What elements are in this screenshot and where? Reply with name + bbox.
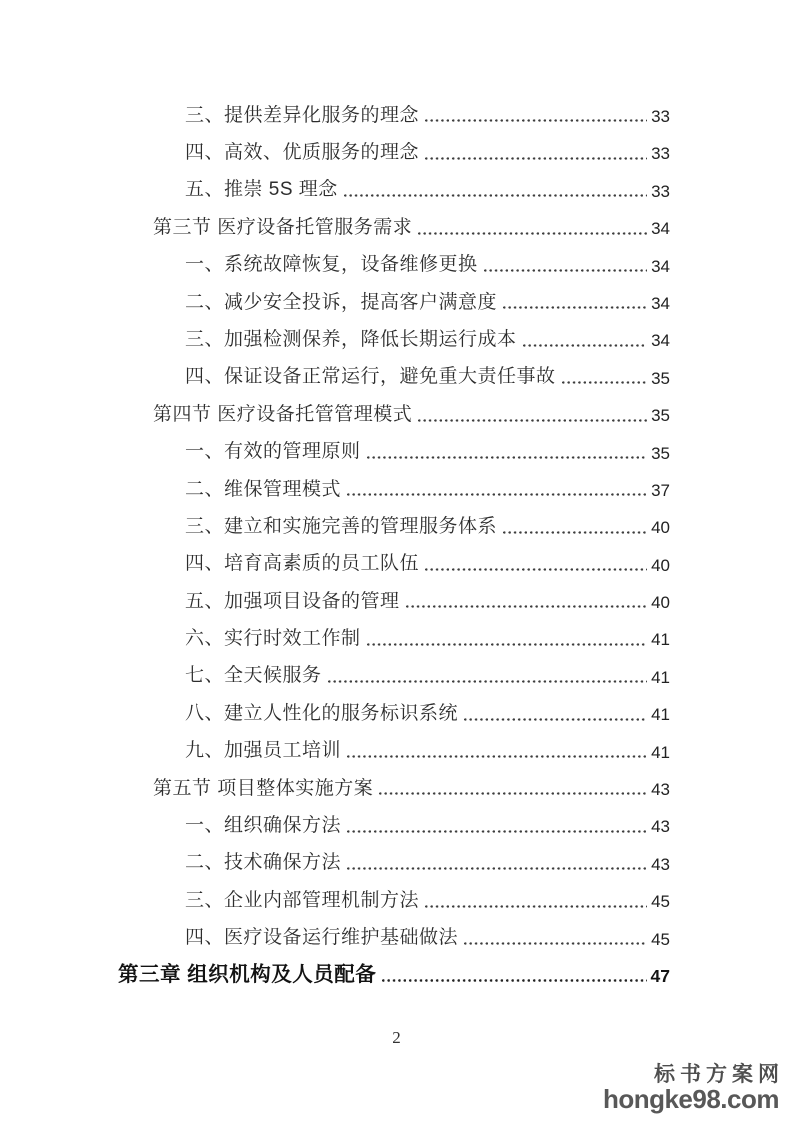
toc-leader-dots [418, 232, 647, 235]
toc-entry-page: 45 [651, 929, 670, 949]
toc-entry-page: 35 [651, 406, 670, 426]
toc-leader-dots [382, 979, 646, 982]
toc-entry-page: 40 [651, 518, 670, 538]
toc-entry-label: 二、减少安全投诉，提高客户满意度 [185, 291, 498, 313]
toc-entry-page: 40 [651, 593, 670, 613]
toc-leader-dots [347, 755, 647, 758]
toc-entry-page: 40 [651, 555, 670, 575]
toc-entry[interactable] [118, 507, 670, 544]
toc-leader-dots [484, 269, 648, 272]
toc-leader-dots [347, 867, 647, 870]
toc-leader-dots [425, 119, 647, 122]
toc-leader-dots [425, 157, 647, 160]
toc-entry[interactable] [118, 956, 670, 993]
toc-entry-page: 35 [651, 368, 670, 388]
toc-entry[interactable] [118, 470, 670, 507]
toc-entry[interactable] [118, 208, 670, 245]
toc-entry-label: 四、医疗设备运行维护基础做法 [185, 927, 459, 949]
toc-entry-label: 一、系统故障恢复，设备维修更换 [185, 254, 478, 276]
toc-entry-label: 八、建立人性化的服务标识系统 [185, 702, 459, 724]
toc-entry[interactable] [118, 806, 670, 843]
toc-entry-label: 一、有效的管理原则 [185, 441, 361, 463]
toc-leader-dots [367, 643, 648, 646]
toc-leader-dots [379, 792, 647, 795]
toc-entry-page: 33 [651, 107, 670, 126]
toc-entry[interactable] [118, 919, 670, 956]
toc-leader-dots [464, 942, 647, 945]
toc-entry[interactable] [118, 657, 670, 694]
toc-leader-dots [328, 680, 648, 683]
table-of-contents [0, 96, 793, 993]
toc-entry[interactable] [118, 619, 670, 656]
toc-leader-dots [347, 830, 647, 833]
toc-entry-label: 一、组织确保方法 [185, 815, 342, 837]
toc-entry[interactable] [118, 844, 670, 881]
toc-entry[interactable] [118, 694, 670, 731]
toc-entry-page: 33 [651, 181, 670, 201]
toc-entry[interactable] [118, 433, 670, 470]
toc-entry-page: 34 [651, 293, 670, 313]
toc-entry-page: 45 [651, 892, 670, 912]
toc-entry-page: 47 [650, 966, 670, 987]
toc-entry-label: 三、企业内部管理机制方法 [185, 889, 420, 911]
toc-entry-label: 二、维保管理模式 [185, 478, 342, 500]
toc-entry-label: 三、提供差异化服务的理念 [185, 104, 420, 126]
toc-leader-dots [425, 568, 647, 571]
toc-entry-label: 第三章 组织机构及人员配备 [118, 962, 377, 986]
toc-entry[interactable] [118, 133, 670, 170]
toc-leader-dots [344, 194, 647, 197]
toc-leader-dots [406, 605, 648, 608]
toc-leader-dots [464, 718, 647, 721]
toc-entry-page: 34 [651, 331, 670, 351]
toc-entry[interactable] [118, 246, 670, 283]
toc-entry-label: 第五节 项目整体实施方案 [153, 777, 374, 799]
toc-entry-label: 九、加强员工培训 [185, 740, 342, 762]
toc-entry-page: 41 [651, 667, 670, 687]
toc-entry-page: 37 [651, 480, 670, 500]
toc-entry[interactable] [118, 769, 670, 806]
toc-entry-page: 41 [651, 742, 670, 762]
toc-entry-page: 35 [651, 443, 670, 463]
toc-entry-label: 四、培育高素质的员工队伍 [185, 553, 420, 575]
toc-entry[interactable] [118, 545, 670, 582]
toc-entry-label: 第四节 医疗设备托管管理模式 [153, 403, 413, 425]
toc-entry-label: 三、加强检测保养，降低长期运行成本 [185, 328, 517, 350]
toc-entry-page: 41 [651, 630, 670, 650]
toc-leader-dots [367, 456, 648, 459]
toc-entry[interactable] [118, 283, 670, 320]
toc-leader-dots [523, 344, 648, 347]
toc-leader-dots [503, 531, 647, 534]
toc-entry-label: 五、推崇 5S 理念 [185, 179, 338, 201]
toc-entry[interactable] [118, 395, 670, 432]
watermark [602, 1062, 784, 1114]
toc-entry-page: 43 [651, 854, 670, 874]
toc-leader-dots [562, 381, 648, 384]
toc-entry-page: 41 [651, 705, 670, 725]
toc-leader-dots [425, 905, 647, 908]
toc-entry[interactable] [118, 358, 670, 395]
toc-entry-label: 三、建立和实施完善的管理服务体系 [185, 515, 498, 537]
toc-entry[interactable] [118, 582, 670, 619]
watermark-domain: hongke98.com [602, 1083, 779, 1114]
toc-entry-page: 34 [651, 256, 670, 276]
toc-entry-page: 33 [651, 144, 670, 164]
toc-entry-label: 二、技术确保方法 [185, 852, 342, 874]
toc-entry-page: 43 [651, 780, 670, 800]
page-number: 2 [392, 1028, 401, 1047]
toc-entry-label: 七、全天候服务 [185, 665, 322, 687]
toc-leader-dots [503, 306, 647, 309]
toc-entry[interactable] [118, 881, 670, 918]
toc-entry-label: 五、加强项目设备的管理 [185, 590, 400, 612]
toc-entry-page: 34 [651, 219, 670, 239]
toc-entry[interactable] [118, 171, 670, 208]
toc-leader-dots [418, 419, 647, 422]
toc-entry[interactable] [118, 320, 670, 357]
toc-entry-label: 六、实行时效工作制 [185, 628, 361, 650]
toc-entry-label: 四、高效、优质服务的理念 [185, 141, 420, 163]
toc-entry-page: 43 [651, 817, 670, 837]
toc-entry-label: 第三节 医疗设备托管服务需求 [153, 216, 413, 238]
toc-leader-dots [347, 493, 647, 496]
toc-entry[interactable] [118, 732, 670, 769]
toc-entry-label: 四、保证设备正常运行，避免重大责任事故 [185, 366, 556, 388]
watermark-site-name: 标书方案网 [654, 1062, 784, 1086]
toc-entry[interactable] [118, 96, 670, 133]
